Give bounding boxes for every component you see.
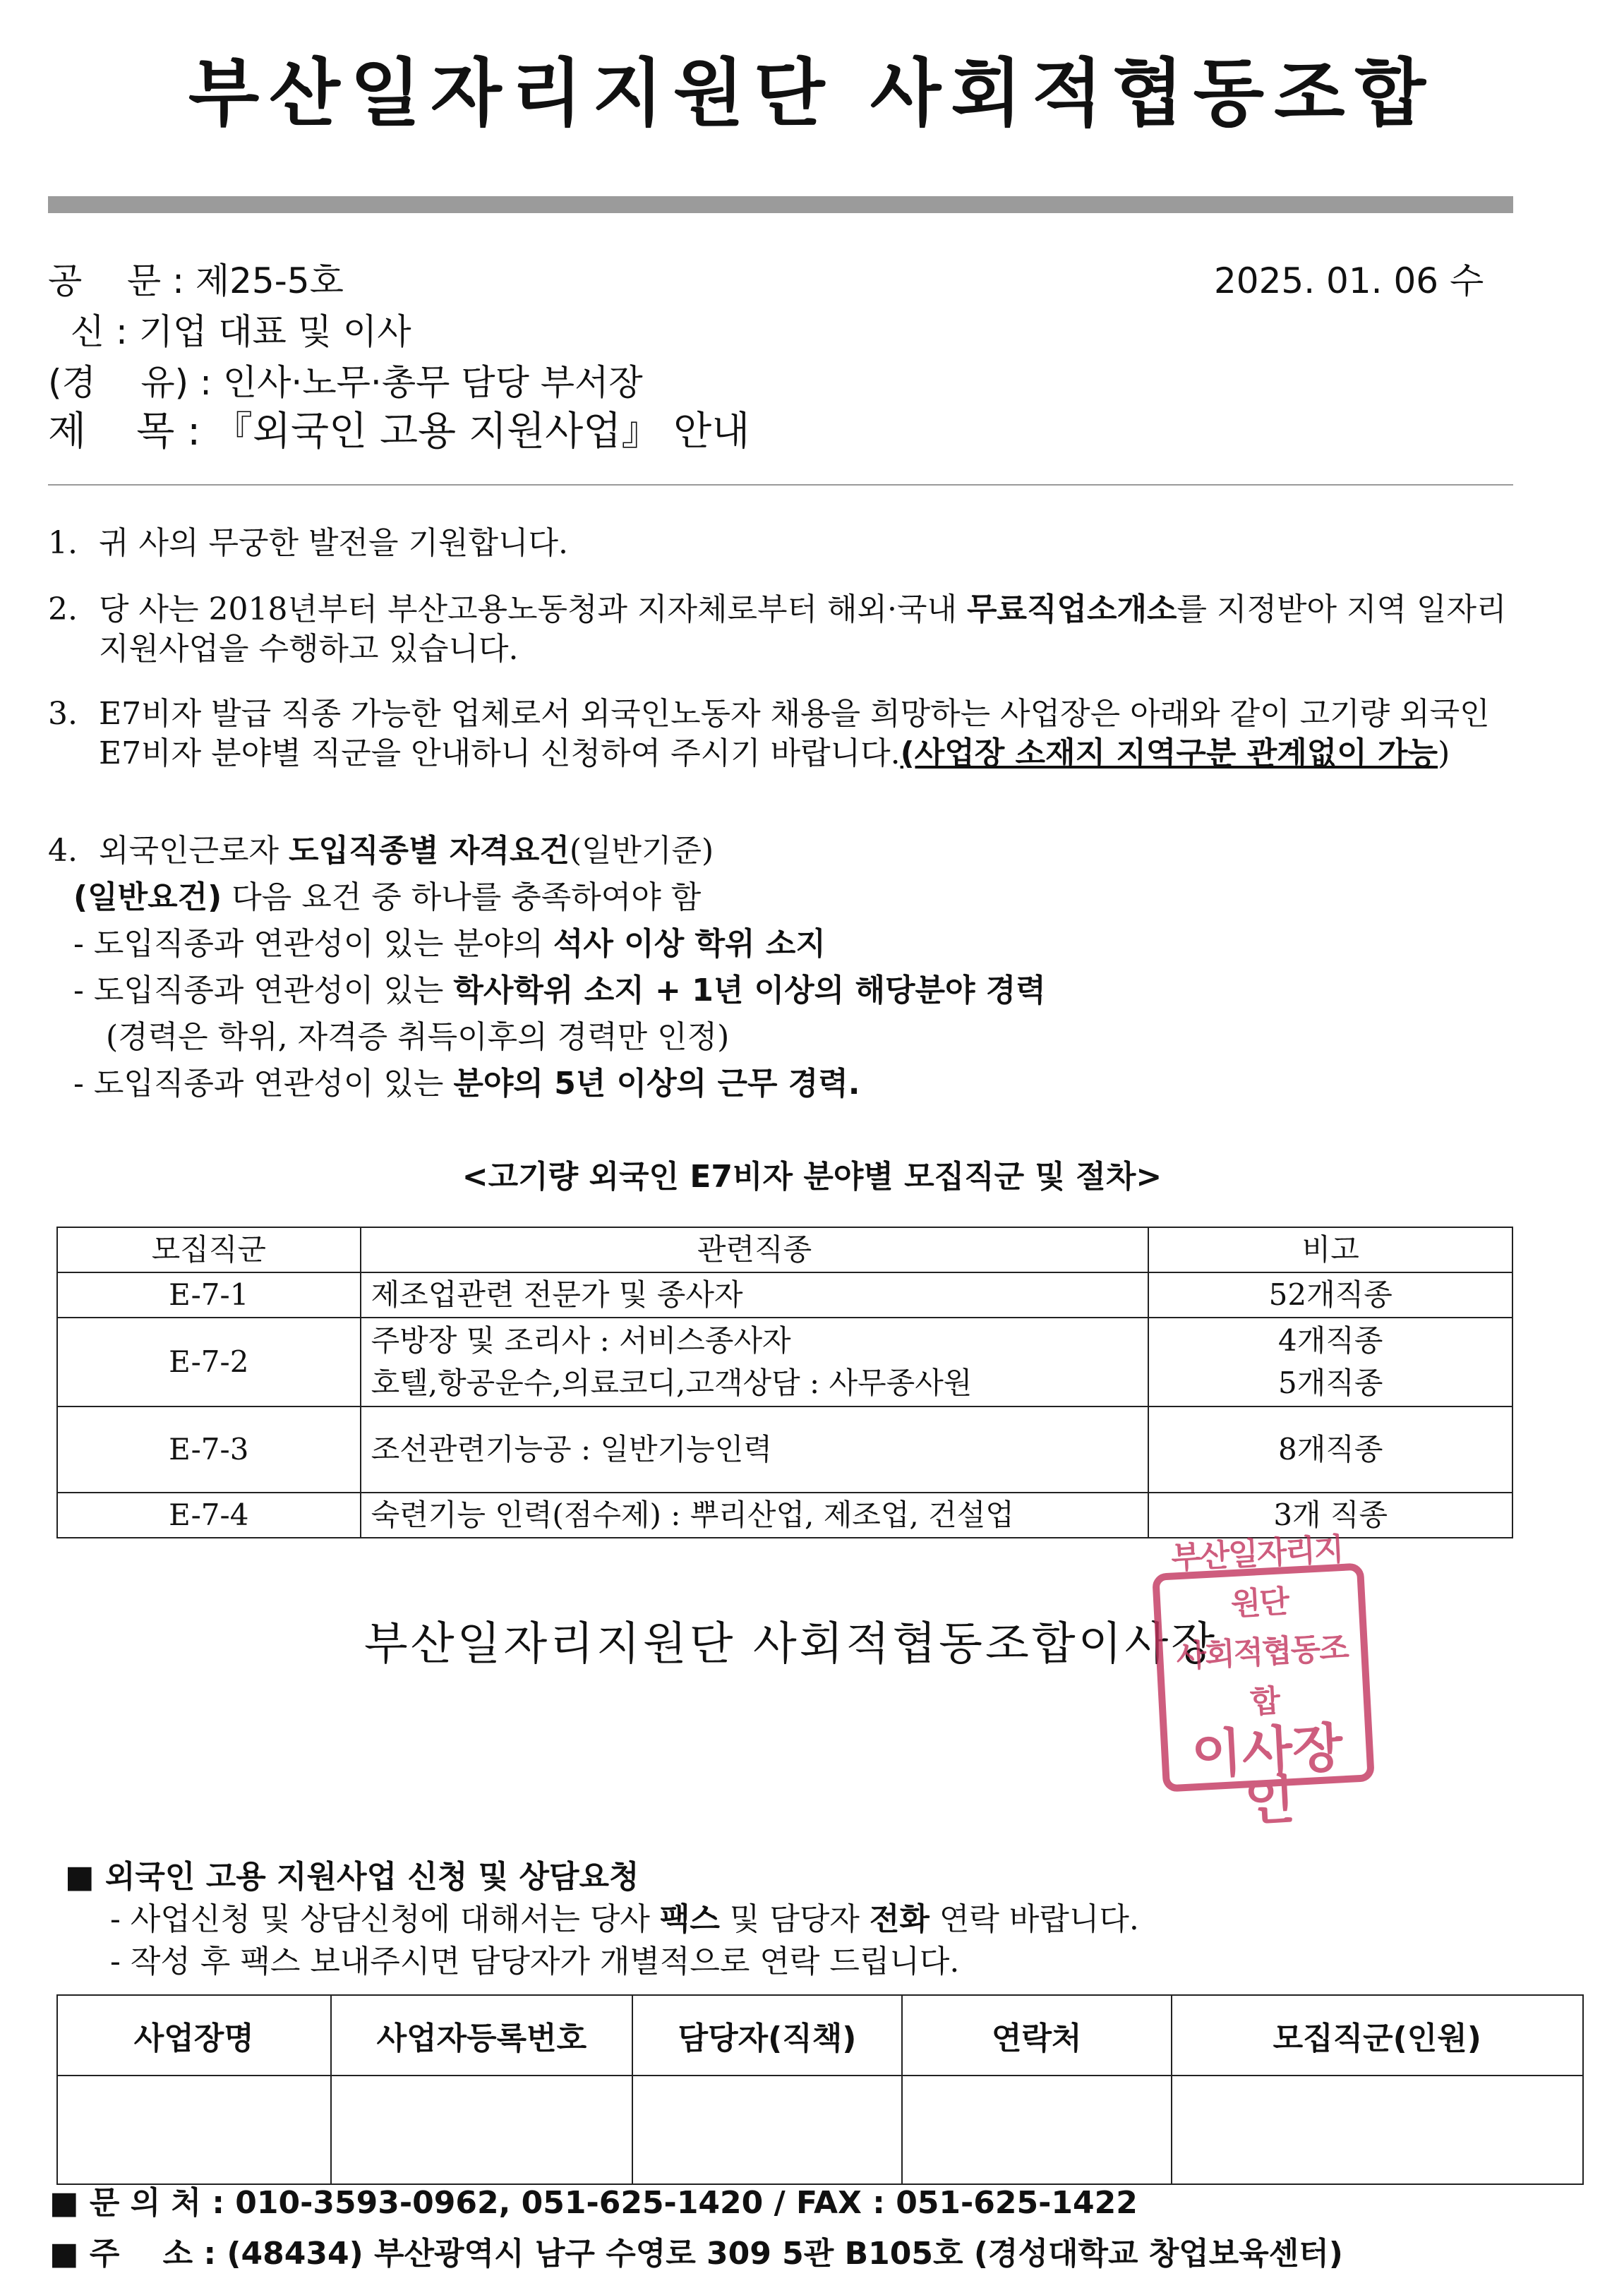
paragraph-4 [48,831,1516,871]
requirement-bold-text: 분야의 5년 이상의 근무 경력. [453,1066,860,1102]
requirement-text: - 도입직종과 연관성이 있는 [73,972,454,1008]
stamp-text: 사회적협동조합 [1175,1630,1349,1721]
recruitment-category-field[interactable] [1172,2076,1583,2184]
paragraph-bold-text: 무료직업소개소 [966,591,1177,627]
apply-heading-text: 외국인 고용 지원사업 신청 및 상담요청 [94,1859,639,1895]
apply-text: 및 담당자 [719,1901,870,1937]
recipient-row [48,309,411,354]
note-cell: 3개 직종 [1148,1493,1512,1538]
apply-line-1 [110,1900,1139,1939]
table-row [57,1272,1512,1318]
stamp-text: 부산일자리지원단 [1170,1531,1344,1623]
note-cell: 52개직종 [1148,1272,1512,1318]
paragraph-text: 당 사는 2018년부터 부산고용노동청과 지자체로부터 해외·국내 [99,591,967,627]
requirement-heading-bold: (일반요건) [73,879,222,915]
address-info [49,2234,1343,2274]
requirement-item-3 [73,1064,860,1104]
doc-number-label: 공 문 : [48,260,196,301]
form-header-cell: 사업자등록번호 [331,1995,633,2076]
paragraph-3 [48,694,1516,773]
job-cell: 숙련기능 인력(점수제) : 뿌리산업, 제조업, 건설업 [361,1493,1149,1538]
paragraph-number: 3. [48,696,78,732]
form-header-cell: 모집직군(인원) [1172,1995,1583,2076]
official-seal-stamp [1152,1531,1375,1833]
form-header-row [57,1995,1583,2076]
note-cell: 8개직종 [1148,1406,1512,1493]
table-header-cell: 비고 [1148,1227,1512,1272]
form-header-cell: 사업장명 [57,1995,331,2076]
category-code-cell: E-7-2 [57,1318,361,1406]
recipient-label: 신 : [48,311,139,352]
contact-info [49,2183,1138,2223]
job-cell: 조선관련기능공 : 일반기능인력 [361,1406,1149,1493]
paragraph-text: (일반기준) [569,833,714,869]
contact-person-field[interactable] [632,2076,902,2184]
square-bullet-icon: ■ [49,2185,79,2221]
business-name-field[interactable] [57,2076,331,2184]
paragraph-1 [48,524,1516,563]
phone-field[interactable] [902,2076,1172,2184]
paragraph-number: 4. [48,833,78,869]
category-code-cell: E-7-1 [57,1272,361,1318]
via-row [48,360,643,405]
subject-value: 『외국인 고용 지원사업』 안내 [212,409,750,454]
paragraph-text: 귀 사의 무궁한 발전을 기원합니다. [99,525,568,561]
application-form-table [56,1994,1584,2185]
job-cell: 제조업관련 전문가 및 종사자 [361,1272,1149,1318]
visa-category-table [56,1227,1513,1538]
paragraph-2 [48,590,1516,669]
job-cell [361,1318,1149,1406]
note-cell [1148,1318,1512,1406]
address-text: 주 소 : (48434) 부산광역시 남구 수영로 309 5관 B105호 (경성대학교 창업보육센터) [78,2236,1343,2272]
form-header-cell: 담당자(직책) [632,1995,902,2076]
requirement-heading [73,878,701,917]
subject-row [48,409,750,454]
note-line: 5개직종 [1278,1366,1383,1400]
org-title: 부산일자리지원단 사회적협동조합 [188,50,1436,136]
table-header-row [57,1227,1512,1272]
via-value: 인사·노무·총무 담당 부서장 [222,362,643,403]
stamp-text: 이사장인 [1190,1717,1345,1833]
apply-heading [65,1857,639,1897]
square-bullet-icon: ■ [65,1859,95,1895]
table-row [57,1318,1512,1406]
job-line: 주방장 및 조리사 : 서비스종사자 [371,1323,791,1358]
form-header-cell: 연락처 [902,1995,1172,2076]
table-header-cell: 관련직종 [361,1227,1149,1272]
contact-text: 문 의 처 : 010-3593-0962, 051-625-1420 / FAX : 051-625-1422 [78,2185,1138,2221]
paragraph-text: ) [1438,735,1450,771]
requirement-bold-text: 학사학위 소지 + 1년 이상의 해당분야 경력 [453,972,1046,1008]
paragraph-number: 2. [48,591,78,627]
requirement-item-2 [73,971,1046,1011]
table-caption: <고기량 외국인 E7비자 분야별 모집직군 및 절차> [462,1159,1162,1195]
via-label: (경 유) : [48,362,223,403]
doc-number-row [48,258,344,303]
requirement-bold-text: 석사 이상 학위 소지 [553,926,826,962]
header-divider-bar [48,196,1513,213]
requirement-text: - 도입직종과 연관성이 있는 분야의 [73,926,553,962]
subject-label: 제 목 : [48,409,213,454]
header-bottom-divider [48,484,1513,486]
paragraph-bold-text: 도입직종별 자격요건 [289,833,570,869]
recipient-value: 기업 대표 및 이사 [138,311,411,352]
note-line: 4개직종 [1278,1323,1383,1358]
form-input-row [57,2076,1583,2184]
registration-number-field[interactable] [331,2076,633,2184]
apply-line-2: - 작성 후 팩스 보내주시면 담당자가 개별적으로 연락 드립니다. [110,1944,960,1980]
job-line: 호텔,항공운수,의료코디,고객상담 : 사무종사원 [371,1366,973,1400]
category-code-cell: E-7-4 [57,1493,361,1538]
signature-line: 부산일자리지원단 사회적협동조합이사장 [363,1618,1218,1670]
paragraph-underlined-text: (사업장 소재지 지역구분 관계없이 가능 [900,735,1438,771]
paragraph-text: E7비자 발급 직종 가능한 업체로서 외국인노동자 채용을 희망하는 사업장은 아래와 같이 고기량 외국인 E7비자 분야별 직군을 안내하니 신청하여 주시기 바랍니다. [99,696,1490,771]
doc-number-value: 제25-5호 [195,260,344,301]
category-code-cell: E-7-3 [57,1406,361,1493]
paragraph-text: 외국인근로자 [99,833,289,869]
table-header-cell: 모집직군 [57,1227,361,1272]
requirement-heading-text: 다음 요건 중 하나를 충족하여야 함 [222,879,702,915]
apply-bold-text: 전화 [869,1901,930,1937]
requirement-text: - 도입직종과 연관성이 있는 [73,1066,454,1102]
apply-text: - 사업신청 및 상담신청에 대해서는 당사 [110,1901,660,1937]
paragraph-number: 1. [48,525,78,561]
apply-bold-text: 팩스 [659,1901,720,1937]
apply-text: 연락 바랍니다. [929,1901,1139,1937]
requirement-item-1 [73,924,826,964]
paragraph-text: 를 지정받아 지역 일자리지원사업을 수행하고 있습니다. [99,591,1507,667]
square-bullet-icon: ■ [49,2236,79,2272]
doc-date: 2025. 01. 06 수 [1214,260,1484,301]
requirement-note: (경력은 학위, 자격증 취득이후의 경력만 인정) [106,1019,730,1055]
table-row [57,1406,1512,1493]
